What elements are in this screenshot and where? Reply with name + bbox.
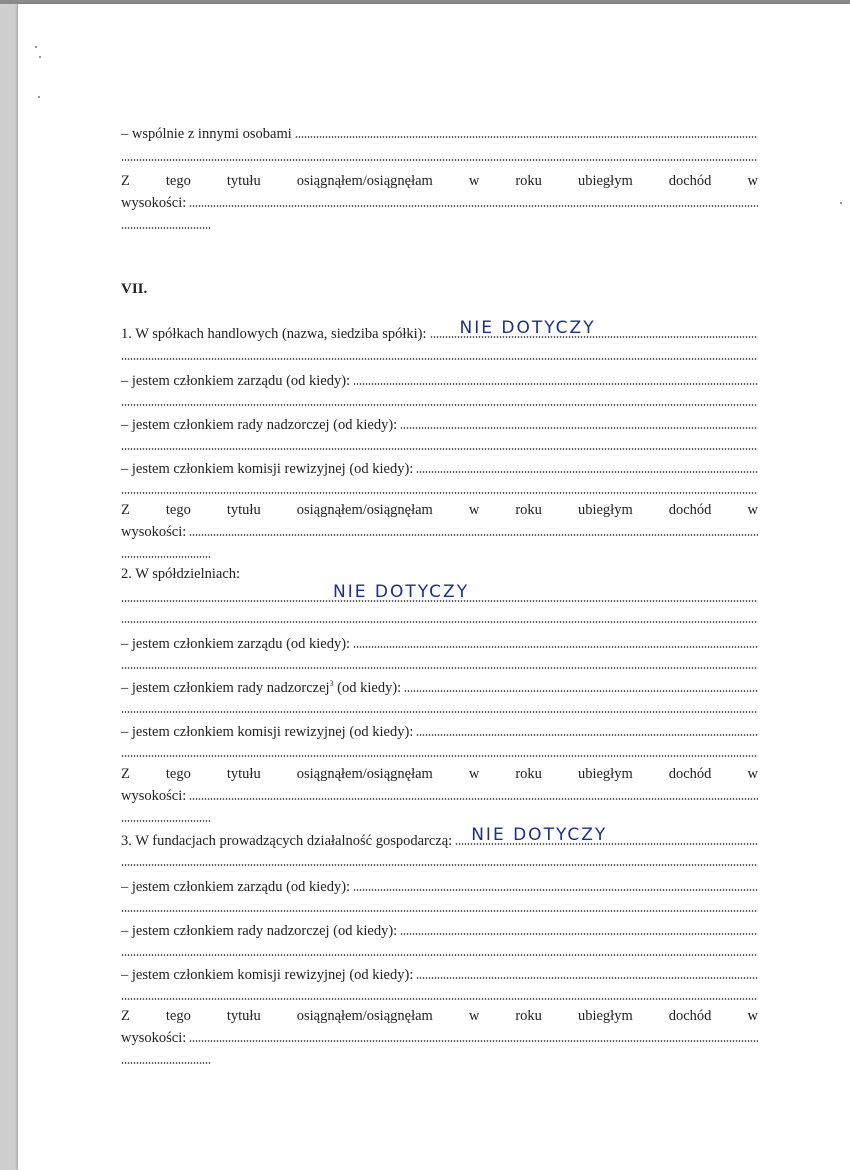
- income-word: w: [468, 173, 480, 189]
- audit-label: – jestem członkiem komisji rewizyjnej (od kiedy):: [121, 461, 414, 477]
- fill-in-field[interactable]: [121, 609, 758, 623]
- fill-in-field[interactable]: [121, 699, 758, 713]
- income-word: roku: [515, 766, 542, 782]
- income-word: w: [747, 502, 758, 518]
- cooperatives-answer-line: [121, 582, 758, 608]
- handwritten-answer: NIE DOTYCZY: [459, 318, 596, 338]
- income-word: w: [468, 502, 480, 518]
- foundations-label: 3. W fundacjach prowadzących działalność gospodarczą:: [121, 833, 453, 849]
- section-heading: VII.: [121, 281, 148, 297]
- audit-line: [121, 459, 758, 479]
- fill-in-field[interactable]: [400, 921, 758, 935]
- fill-in-field[interactable]: [121, 147, 758, 161]
- continuation-line: [121, 609, 758, 629]
- fill-in-field[interactable]: [121, 392, 758, 406]
- income-word: ubiegłym: [577, 173, 633, 189]
- supervisory-tail: (od kiedy):: [337, 680, 402, 696]
- fill-in-field[interactable]: [121, 808, 211, 822]
- income-word: w: [747, 1008, 758, 1024]
- income-word: osiągnąłem/osiągnęłam: [296, 1008, 433, 1024]
- fill-in-field[interactable]: [189, 1028, 758, 1042]
- fill-in-field[interactable]: [353, 371, 758, 385]
- board-line: [121, 877, 758, 897]
- scan-speck: [35, 46, 37, 48]
- income-amount-label: wysokości:: [121, 788, 187, 804]
- income-word: roku: [515, 502, 542, 518]
- continuation-line: [121, 942, 758, 962]
- income-word: ubiegłym: [577, 766, 633, 782]
- supervisory-line: [121, 921, 758, 941]
- income-word: w: [747, 766, 758, 782]
- income-word: tego: [165, 766, 191, 782]
- fill-in-field[interactable]: [121, 215, 211, 229]
- income-statement: [121, 1008, 758, 1025]
- fill-in-field[interactable]: [430, 318, 759, 338]
- fill-in-field[interactable]: [121, 942, 758, 956]
- income-word: w: [468, 766, 480, 782]
- income-word: roku: [515, 1008, 542, 1024]
- income-word: tytułu: [226, 173, 261, 189]
- continuation-line: [121, 655, 758, 675]
- board-line: [121, 371, 758, 391]
- continuation-line: [121, 743, 758, 763]
- income-statement: [121, 502, 758, 519]
- fill-in-field[interactable]: [404, 678, 758, 692]
- continuation-line: [121, 898, 758, 918]
- continuation-line: [121, 147, 758, 167]
- continuation-line: [121, 808, 211, 828]
- income-amount-line: [121, 522, 758, 542]
- fill-in-field[interactable]: [121, 480, 758, 494]
- audit-label: – jestem członkiem komisji rewizyjnej (od kiedy):: [121, 724, 414, 740]
- continuation-line: [121, 480, 758, 500]
- supervisory-line: [121, 678, 758, 698]
- fill-in-field[interactable]: [189, 522, 758, 536]
- foundations-line: [121, 825, 758, 851]
- supervisory-label: – jestem członkiem rady nadzorczej (od kiedy):: [121, 923, 398, 939]
- income-amount-line: [121, 193, 758, 213]
- income-word: tytułu: [226, 1008, 261, 1024]
- income-word: tego: [165, 502, 191, 518]
- scan-speck: [38, 96, 40, 98]
- income-word: w: [468, 1008, 480, 1024]
- income-word: tytułu: [226, 766, 261, 782]
- board-line: [121, 634, 758, 654]
- continuation-line: [121, 392, 758, 412]
- board-label: – jestem członkiem zarządu (od kiedy):: [121, 636, 351, 652]
- income-word: ubiegłym: [577, 502, 633, 518]
- income-word: dochód: [668, 173, 712, 189]
- continuation-line: [121, 986, 758, 1006]
- footnote-marker: 3: [329, 679, 334, 689]
- income-word: Z: [121, 766, 130, 782]
- fill-in-field[interactable]: [455, 825, 758, 845]
- continuation-line: [121, 699, 758, 719]
- income-word: tytułu: [226, 502, 261, 518]
- joint-ownership-line: [121, 124, 758, 144]
- handwritten-answer: NIE DOTYCZY: [471, 825, 608, 845]
- continuation-line: [121, 544, 211, 564]
- income-word: roku: [515, 173, 542, 189]
- continuation-line: [121, 1050, 211, 1070]
- continuation-line: [121, 215, 211, 235]
- companies-label: 1. W spółkach handlowych (nazwa, siedziba spółki):: [121, 326, 427, 342]
- income-word: tego: [165, 1008, 191, 1024]
- fill-in-field[interactable]: [189, 193, 758, 207]
- income-word: w: [747, 173, 758, 189]
- audit-line: [121, 722, 758, 742]
- fill-in-field[interactable]: [295, 124, 758, 138]
- income-amount-label: wysokości:: [121, 524, 187, 540]
- fill-in-field[interactable]: [416, 722, 758, 736]
- income-word: Z: [121, 502, 130, 518]
- supervisory-label: – jestem członkiem rady nadzorczej (od kiedy):: [121, 417, 398, 433]
- supervisory-line: [121, 415, 758, 435]
- fill-in-field[interactable]: [121, 544, 211, 558]
- income-word: dochód: [668, 766, 712, 782]
- board-label: – jestem członkiem zarządu (od kiedy):: [121, 879, 351, 895]
- income-word: osiągnąłem/osiągnęłam: [296, 502, 433, 518]
- continuation-line: [121, 852, 758, 872]
- income-amount-line: [121, 786, 758, 806]
- joint-ownership-label: – wspólnie z innymi osobami: [121, 126, 292, 142]
- fill-in-field[interactable]: [121, 346, 758, 360]
- audit-line: [121, 965, 758, 985]
- income-word: osiągnąłem/osiągnęłam: [296, 766, 433, 782]
- fill-in-field[interactable]: [121, 898, 758, 912]
- board-label: – jestem członkiem zarządu (od kiedy):: [121, 373, 351, 389]
- fill-in-field[interactable]: [416, 965, 758, 979]
- income-amount-label: wysokości:: [121, 195, 187, 211]
- fill-in-field[interactable]: [121, 436, 758, 450]
- continuation-line: [121, 436, 758, 456]
- income-statement: [121, 766, 758, 783]
- fill-in-field[interactable]: [400, 415, 758, 429]
- fill-in-field[interactable]: [121, 852, 758, 866]
- fill-in-field[interactable]: [121, 1050, 211, 1064]
- supervisory-label: [121, 679, 401, 697]
- income-word: Z: [121, 173, 130, 189]
- income-word: Z: [121, 1008, 130, 1024]
- income-amount-line: [121, 1028, 758, 1048]
- handwritten-answer: NIE DOTYCZY: [333, 582, 470, 602]
- fill-in-field[interactable]: [121, 655, 758, 669]
- income-word: tego: [165, 173, 191, 189]
- document-page: [18, 4, 850, 1170]
- scan-speck: [840, 202, 842, 204]
- income-amount-label: wysokości:: [121, 1030, 187, 1046]
- audit-label: – jestem członkiem komisji rewizyjnej (od kiedy):: [121, 967, 414, 983]
- supervisory-text: – jestem członkiem rady nadzorczej: [121, 680, 330, 696]
- fill-in-field[interactable]: [353, 634, 758, 648]
- income-statement: [121, 173, 758, 190]
- continuation-line: [121, 346, 758, 366]
- income-word: dochód: [668, 502, 712, 518]
- income-word: osiągnąłem/osiągnęłam: [296, 173, 433, 189]
- scan-speck: [39, 56, 41, 58]
- income-word: ubiegłym: [577, 1008, 633, 1024]
- cooperatives-label: 2. W spółdzielniach:: [121, 566, 241, 582]
- fill-in-field[interactable]: [416, 459, 758, 473]
- income-word: dochód: [668, 1008, 712, 1024]
- fill-in-field[interactable]: [353, 877, 758, 891]
- fill-in-field[interactable]: [121, 582, 758, 602]
- fill-in-field[interactable]: [121, 743, 758, 757]
- companies-line: [121, 318, 758, 344]
- fill-in-field[interactable]: [121, 986, 758, 1000]
- fill-in-field[interactable]: [189, 786, 758, 800]
